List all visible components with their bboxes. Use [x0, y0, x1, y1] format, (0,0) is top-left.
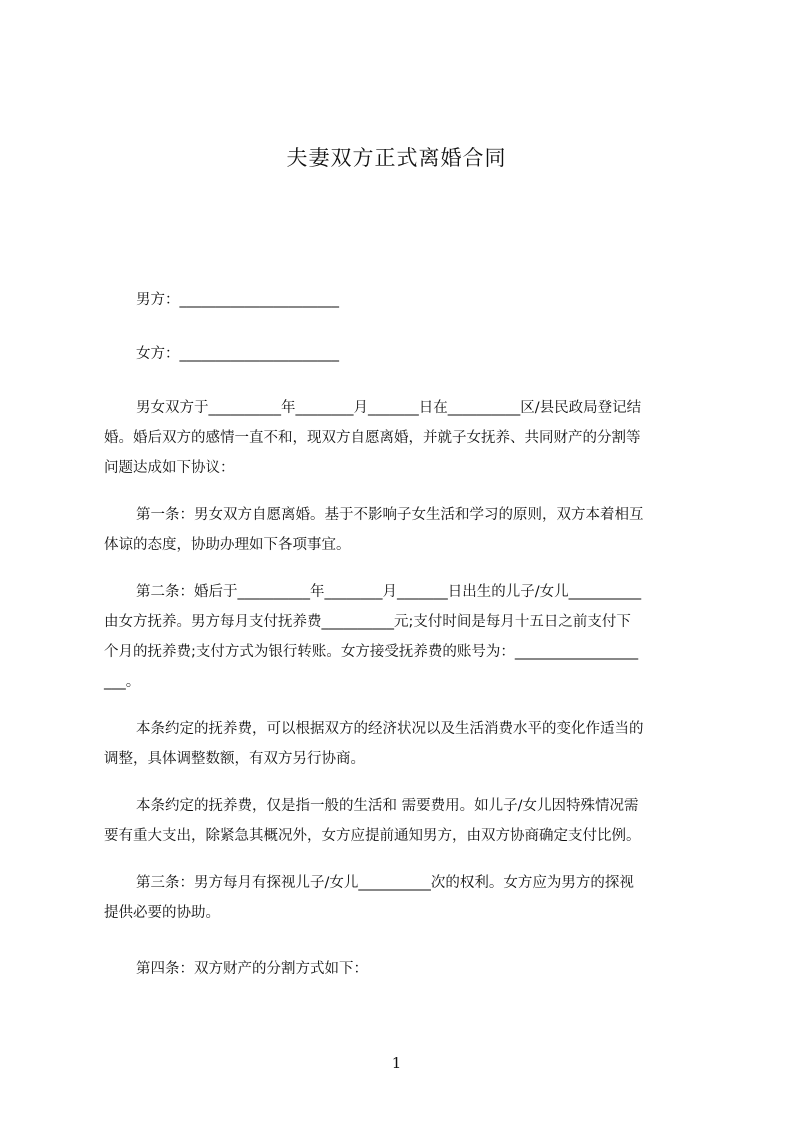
line-article-1-cont: 体谅的态度，协助办理如下各项事宜。 [104, 537, 351, 553]
line-wife: 女方：______________________ [136, 346, 339, 362]
line-article-3-cont: 提供必要的协助。 [104, 905, 220, 921]
line-marriage-cont-2: 问题达成如下协议： [104, 460, 235, 476]
line-support-scope-cont: 要有重大支出，除紧急其概况外，女方应提前通知男方，由双方协商确定支付比例。 [104, 828, 641, 844]
line-marriage-date: 男女双方于__________年________月_______日在__________区/县民政局登记结 [136, 400, 642, 416]
line-article-4: 第四条：双方财产的分割方式如下： [136, 961, 368, 977]
line-support-scope: 本条约定的抚养费，仅是指一般的生活和 需要费用。如儿子/女儿因特殊情况需 [136, 798, 639, 814]
line-article-2-cont-2: 个月的抚养费;支付方式为银行转账。女方接受抚养费的账号为：_________________ [104, 644, 639, 660]
line-support-adjust: 本条约定的抚养费，可以根据双方的经济状况以及生活消费水平的变化作适当的 [136, 721, 644, 737]
line-husband: 男方：______________________ [136, 292, 339, 308]
line-article-2: 第二条：婚后于__________年________月_______日出生的儿子/女儿__________ [136, 584, 642, 600]
page-number: 1 [391, 1054, 402, 1072]
line-marriage-cont-1: 婚。婚后双方的感情一直不和，现双方自愿离婚，并就子女抚养、共同财产的分割等 [104, 430, 641, 446]
line-article-2-cont-3: ___。 [104, 674, 141, 690]
document-title: 夫妻双方正式离婚合同 [286, 146, 507, 170]
line-article-3: 第三条：男方每月有探视儿子/女儿__________次的权利。女方应为男方的探视 [136, 875, 634, 891]
line-support-adjust-cont: 调整，具体调整数额，有双方另行协商。 [104, 751, 365, 767]
line-article-1: 第一条：男女双方自愿离婚。基于不影响子女生活和学习的原则，双方本着相互 [136, 507, 644, 523]
line-article-2-cont-1: 由女方抚养。男方每月支付抚养费__________元;支付时间是每月十五日之前支付下 [104, 614, 631, 630]
